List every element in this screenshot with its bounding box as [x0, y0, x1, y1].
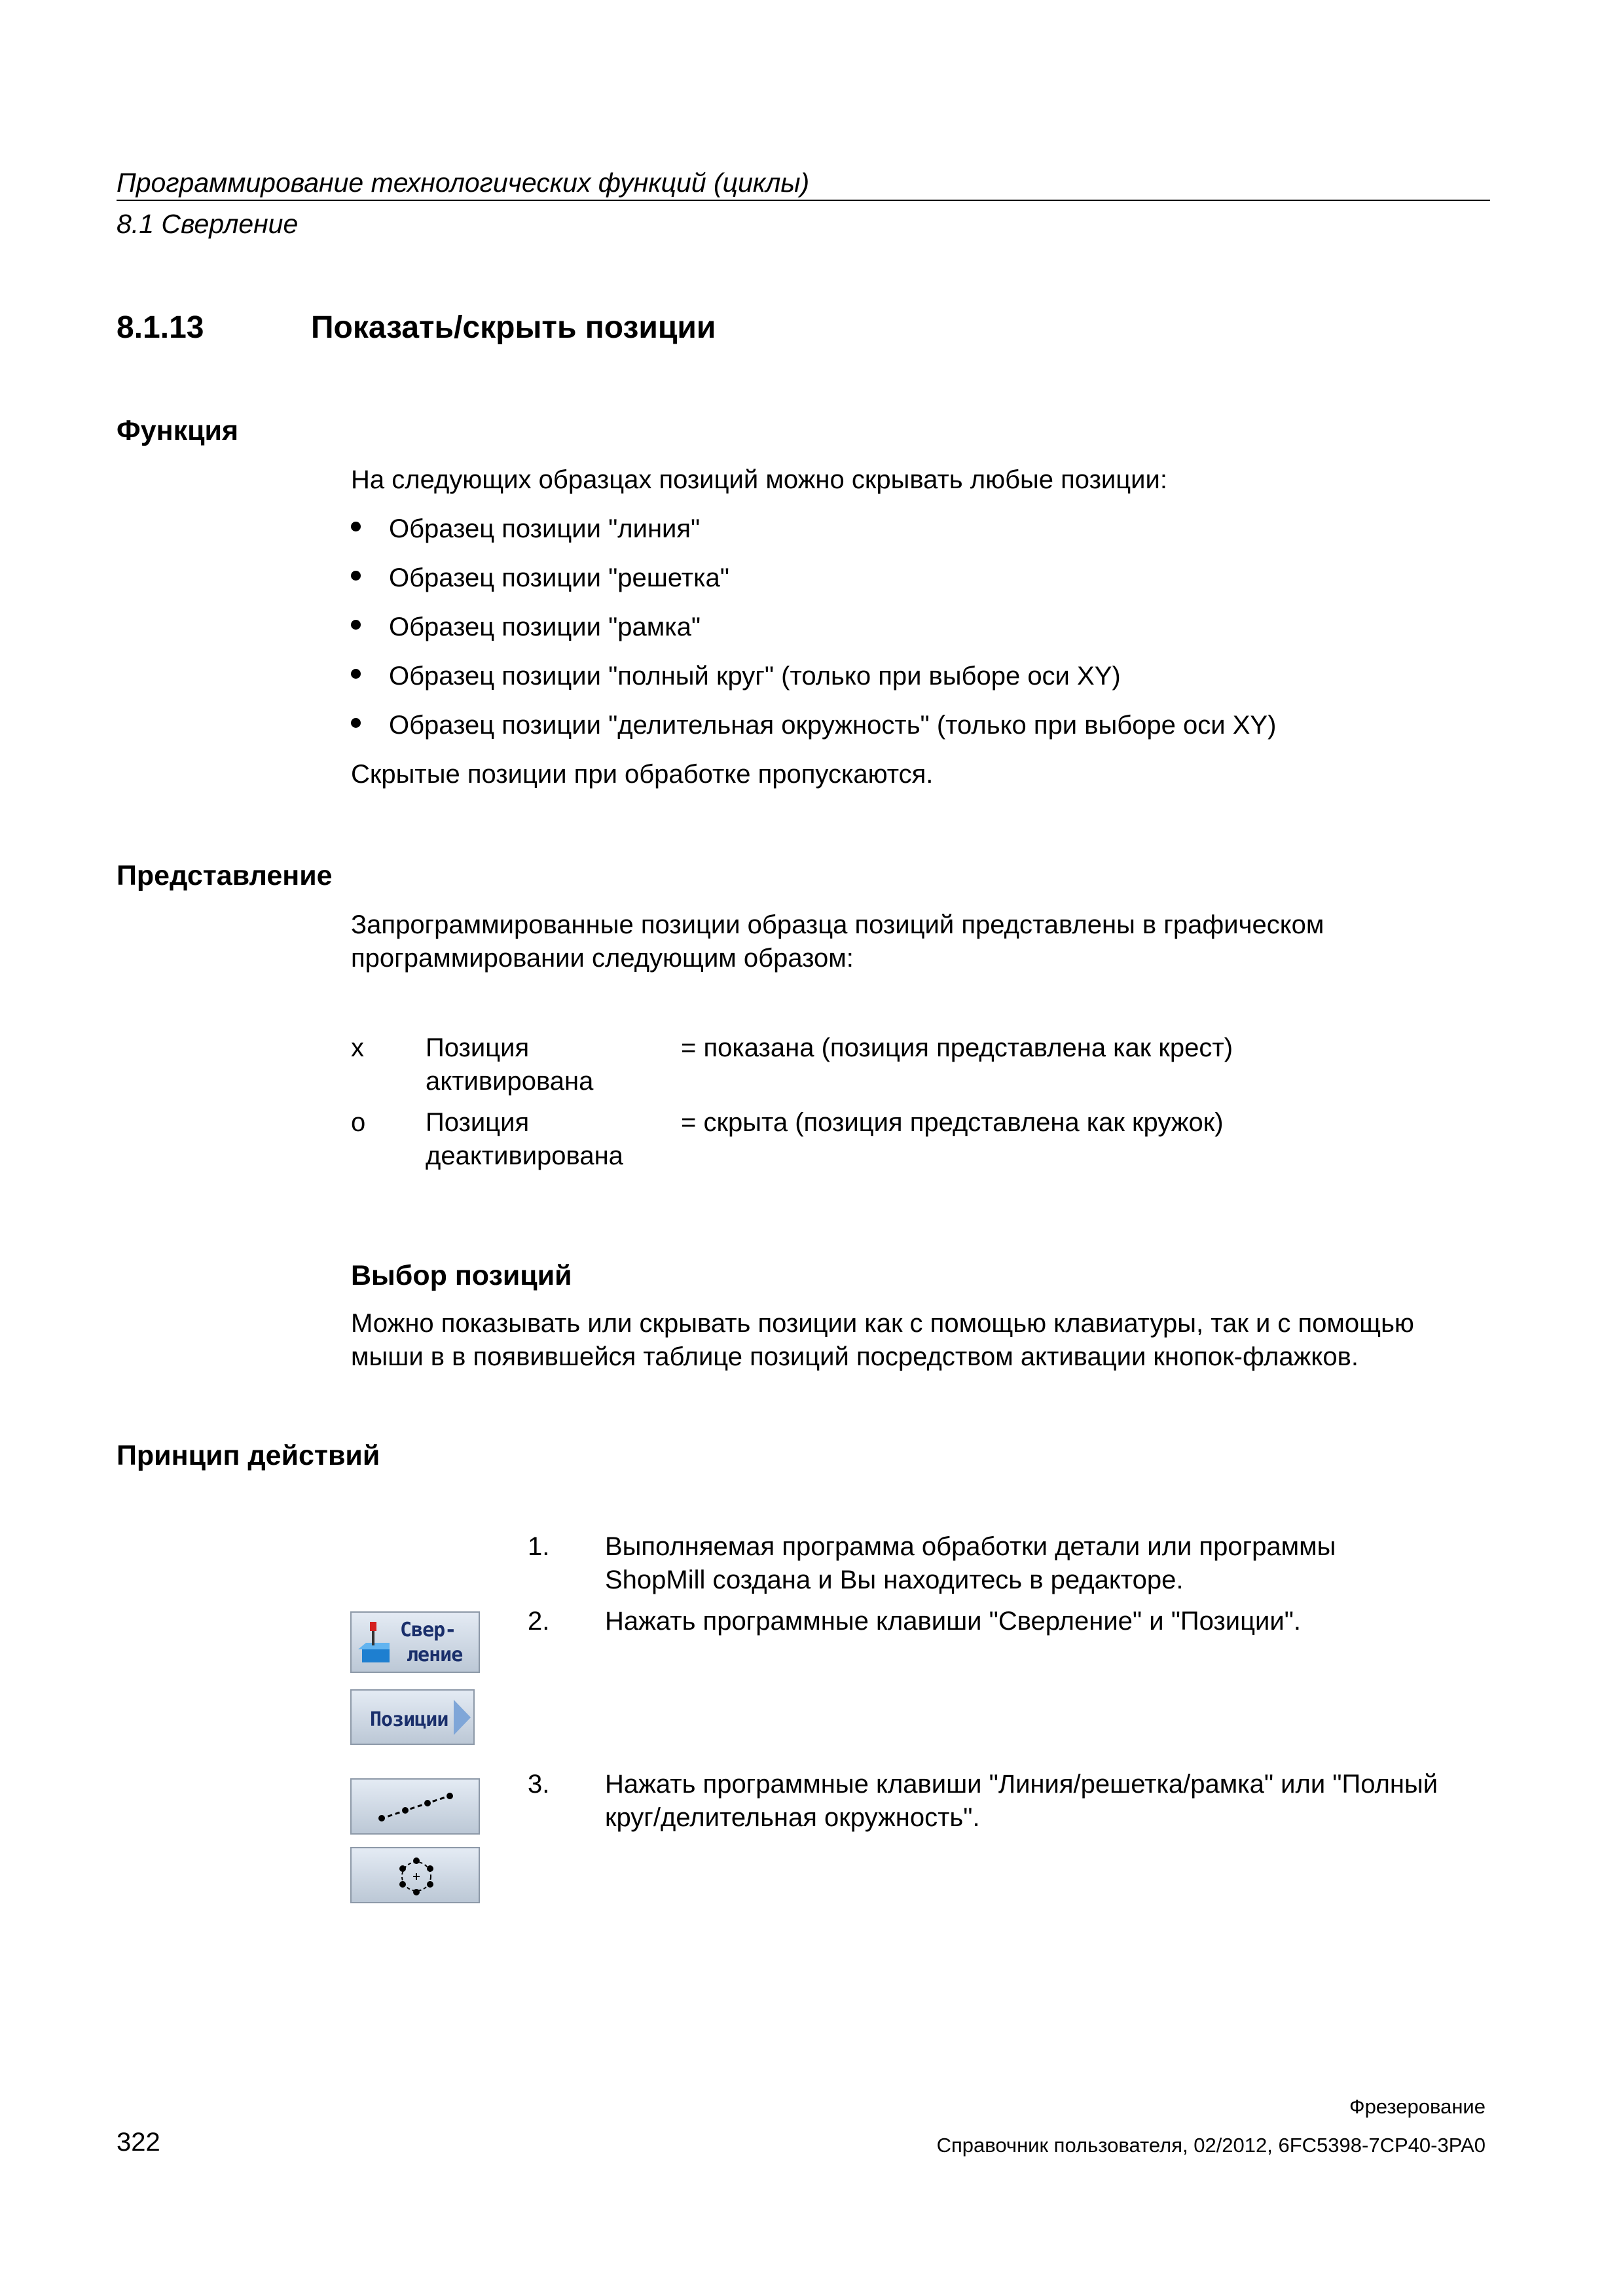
- symbol-circle: o: [351, 1108, 366, 1137]
- full-circle-icon: [397, 1854, 436, 1899]
- step-text-line2: ShopMill создана и Вы находитесь в редакторе.: [605, 1566, 1184, 1594]
- selection-heading: Выбор позиций: [351, 1260, 572, 1291]
- footer-product: Фрезерование: [1349, 2095, 1486, 2118]
- running-header-section: 8.1 Сверление: [117, 209, 299, 239]
- step-text-line1: Нажать программные клавиши "Линия/решетка/рамка" или "Полный: [605, 1770, 1438, 1799]
- representation-intro-line1: Запрограммированные позиции образца позиций представлены в графическом: [351, 910, 1324, 939]
- drill-icon: [357, 1618, 392, 1666]
- state-active-line2: активирована: [426, 1067, 594, 1096]
- list-item: Образец позиции "линия": [389, 514, 701, 543]
- list-item: Образец позиции "рамка": [389, 613, 701, 641]
- selection-line2: мыши в в появившейся таблице позиций посредством активации кнопок-флажков.: [351, 1342, 1359, 1371]
- state-active-line1: Позиция: [426, 1033, 530, 1062]
- step-text-line1: Выполняемая программа обработки детали или программы: [605, 1532, 1336, 1561]
- state-inactive-line2: деактивирована: [426, 1141, 623, 1170]
- step-number: 1.: [528, 1532, 550, 1561]
- full-circle-softkey: [350, 1847, 480, 1903]
- list-item: Образец позиции "делительная окружность" (только при выборе оси XY): [389, 711, 1277, 740]
- bullet-icon: [351, 718, 361, 728]
- section-number: 8.1.13: [117, 310, 204, 345]
- selection-line1: Можно показывать или скрывать позиции как с помощью клавиатуры, так и с помощью: [351, 1309, 1414, 1338]
- step-text-line1: Нажать программные клавиши "Сверление" и "Позиции".: [605, 1607, 1302, 1636]
- list-item: Образец позиции "решетка": [389, 564, 729, 592]
- arrow-right-icon: [454, 1700, 471, 1735]
- bullet-icon: [351, 669, 361, 679]
- running-header-chapter: Программирование технологических функций (циклы): [117, 168, 810, 198]
- positions-label: Позиции: [370, 1708, 448, 1731]
- footer-reference: Справочник пользователя, 02/2012, 6FC5398-7CP40-3PA0: [936, 2134, 1486, 2157]
- page-number: 322: [117, 2128, 160, 2157]
- step-number: 2.: [528, 1607, 550, 1636]
- bullet-icon: [351, 522, 361, 531]
- bullet-icon: [351, 620, 361, 630]
- meaning-shown: = показана (позиция представлена как крест): [681, 1033, 1233, 1062]
- positions-softkey: [350, 1689, 475, 1745]
- header-rule: [117, 200, 1490, 201]
- list-item: Образец позиции "полный круг" (только при выборе оси XY): [389, 662, 1121, 691]
- procedure-heading: Принцип действий: [117, 1440, 380, 1471]
- function-note: Скрытые позиции при обработке пропускаются.: [351, 760, 934, 789]
- state-inactive-line1: Позиция: [426, 1108, 530, 1137]
- function-intro: На следующих образцах позиций можно скрывать любые позиции:: [351, 465, 1167, 494]
- section-title: Показать/скрыть позиции: [311, 310, 716, 345]
- drilling-softkey: [350, 1611, 480, 1673]
- meaning-hidden: = скрыта (позиция представлена как кружок): [681, 1108, 1224, 1137]
- function-heading: Функция: [117, 415, 239, 446]
- line-grid-frame-icon: [378, 1791, 455, 1823]
- line-grid-frame-softkey: [350, 1778, 480, 1835]
- bullet-icon: [351, 571, 361, 581]
- step-text-line2: круг/делительная окружность".: [605, 1803, 980, 1832]
- symbol-cross: x: [351, 1033, 364, 1062]
- drilling-label-line2: ление: [407, 1643, 463, 1666]
- representation-intro-line2: программировании следующим образом:: [351, 944, 854, 973]
- step-number: 3.: [528, 1770, 550, 1799]
- drilling-label-line1: Свер-: [400, 1619, 456, 1641]
- representation-heading: Представление: [117, 860, 333, 891]
